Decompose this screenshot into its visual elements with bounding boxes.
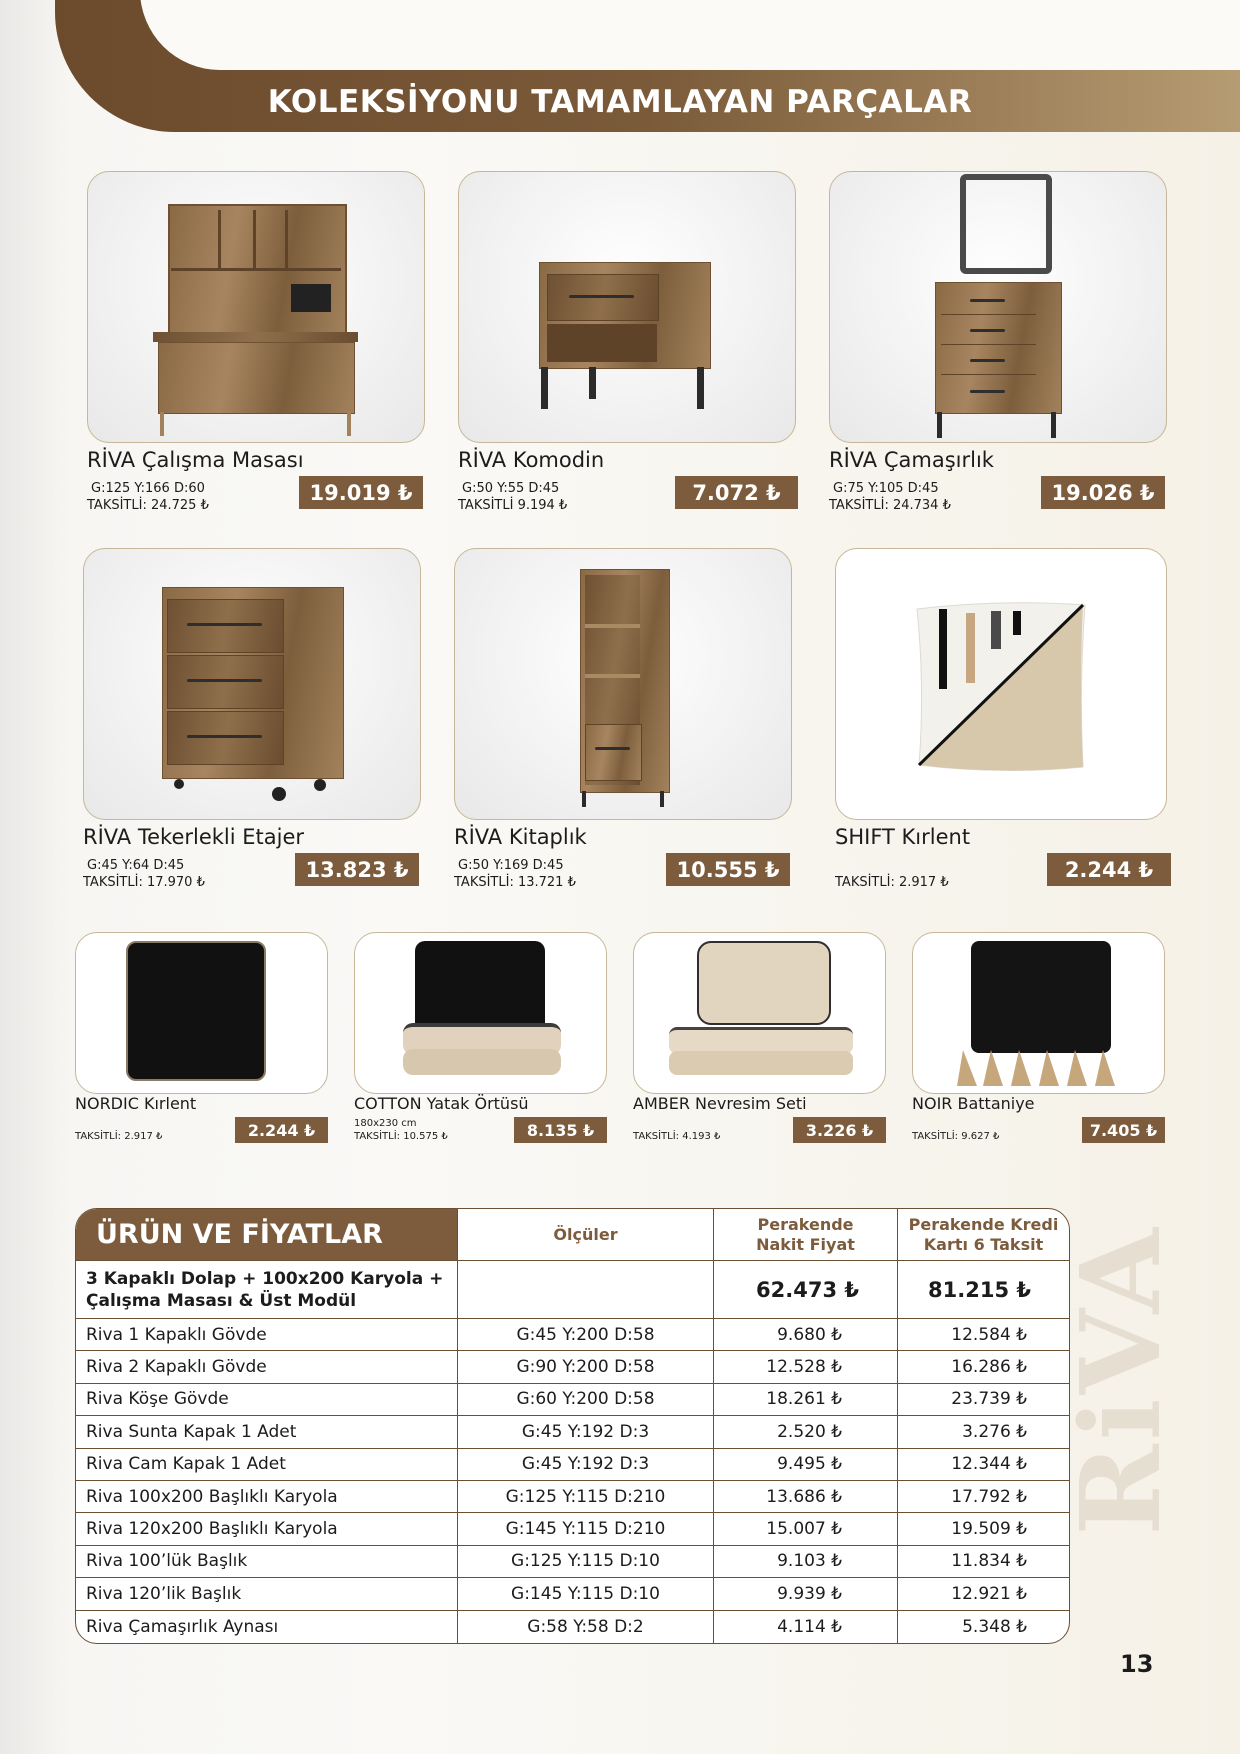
row-dimensions: G:125 Y:115 D:210 bbox=[458, 1481, 714, 1513]
product-installment: TAKSİTLİ: 13.721 ₺ bbox=[454, 875, 576, 890]
row-cash-price: 15.007 ₺ bbox=[714, 1513, 898, 1545]
row-dimensions: G:45 Y:200 D:58 bbox=[458, 1319, 714, 1351]
row-credit-price: 5.348 ₺ bbox=[962, 1616, 1027, 1637]
column-header-size: Ölçüler bbox=[458, 1209, 714, 1261]
product-card[interactable] bbox=[83, 548, 423, 893]
duvet-set-icon bbox=[669, 941, 854, 1086]
product-image bbox=[458, 171, 796, 443]
price-tag: 19.019 ₺ bbox=[299, 476, 423, 509]
row-cash-price: 9.939 ₺ bbox=[714, 1578, 898, 1610]
product-name: COTTON Yatak Örtüsü bbox=[354, 1094, 529, 1113]
product-installment: TAKSİTLİ: 2.917 ₺ bbox=[835, 875, 949, 890]
row-dimensions: G:145 Y:115 D:10 bbox=[458, 1578, 714, 1610]
row-credit-price: 19.509 ₺ bbox=[898, 1513, 1069, 1545]
price-tag: 2.244 ₺ bbox=[235, 1117, 328, 1143]
row-dimensions: G:58 Y:58 D:2 bbox=[458, 1611, 714, 1643]
price-tag: 8.135 ₺ bbox=[514, 1117, 607, 1143]
price-tag: 7.405 ₺ bbox=[1082, 1117, 1165, 1143]
product-image bbox=[83, 548, 421, 820]
row-product-name: Riva 100’lük Başlık bbox=[76, 1546, 458, 1578]
drawer-unit-icon bbox=[162, 587, 347, 812]
product-dimensions: G:50 Y:169 D:45 bbox=[458, 858, 564, 873]
row-credit-price: 23.739 ₺ bbox=[898, 1384, 1069, 1416]
brand-watermark: RiVA bbox=[1055, 1224, 1185, 1536]
column-header-credit: Perakende Kredi Kartı 6 Taksit bbox=[898, 1209, 1069, 1261]
nightstand-icon bbox=[539, 262, 714, 412]
row-cash-price: 9.103 ₺ bbox=[714, 1546, 898, 1578]
row-credit-price: 3.276 ₺ bbox=[898, 1416, 1069, 1448]
row-dimensions: G:45 Y:192 D:3 bbox=[458, 1416, 714, 1448]
price-tag: 7.072 ₺ bbox=[675, 476, 798, 509]
price-tag: 10.555 ₺ bbox=[666, 853, 790, 886]
column-header-cash: Perakende Nakit Fiyat bbox=[714, 1209, 898, 1261]
product-dimensions: G:125 Y:166 D:60 bbox=[91, 481, 205, 496]
product-image bbox=[912, 932, 1165, 1094]
row-dimensions: G:45 Y:192 D:3 bbox=[458, 1449, 714, 1481]
product-installment: TAKSİTLİ: 4.193 ₺ bbox=[633, 1131, 721, 1142]
row-product-name: Riva 100x200 Başlıklı Karyola bbox=[76, 1481, 458, 1513]
row-product-name: Riva Çamaşırlık Aynası bbox=[76, 1611, 458, 1643]
price-tag: 19.026 ₺ bbox=[1041, 476, 1165, 509]
bookcase-icon bbox=[580, 569, 670, 809]
product-card[interactable] bbox=[829, 171, 1165, 516]
product-name: NORDIC Kırlent bbox=[75, 1094, 197, 1113]
bedspread-icon bbox=[403, 941, 563, 1086]
price-table bbox=[75, 1208, 1070, 1644]
product-dimensions: G:50 Y:55 D:45 bbox=[462, 481, 560, 496]
table-title: ÜRÜN VE FİYATLAR bbox=[76, 1209, 458, 1261]
row-cash-price: 9.680 ₺ bbox=[714, 1319, 898, 1351]
row-dimensions: G:125 Y:115 D:10 bbox=[458, 1546, 714, 1578]
row-cash-price: 9.495 ₺ bbox=[714, 1449, 898, 1481]
product-card[interactable] bbox=[87, 171, 423, 516]
cushion-icon bbox=[911, 599, 1091, 774]
product-image bbox=[454, 548, 792, 820]
row-dimensions: G:145 Y:115 D:210 bbox=[458, 1513, 714, 1545]
row-cash-price: 4.114 ₺ bbox=[714, 1611, 898, 1643]
product-installment: TAKSİTLİ: 10.575 ₺ bbox=[354, 1131, 448, 1142]
set-credit-price: 81.215 ₺ bbox=[898, 1261, 1069, 1319]
price-tag: 2.244 ₺ bbox=[1047, 853, 1171, 886]
product-name: SHIFT Kırlent bbox=[835, 825, 971, 849]
black-cushion-icon bbox=[126, 941, 266, 1081]
row-credit-price: 16.286 ₺ bbox=[898, 1351, 1069, 1383]
row-credit-price: 11.834 ₺ bbox=[898, 1546, 1069, 1578]
product-image bbox=[87, 171, 425, 443]
product-installment: TAKSİTLİ: 24.734 ₺ bbox=[829, 498, 951, 513]
price-tag: 13.823 ₺ bbox=[295, 853, 419, 886]
product-installment: TAKSİTLİ: 9.627 ₺ bbox=[912, 1131, 1000, 1142]
row-product-name: Riva 2 Kapaklı Gövde bbox=[76, 1351, 458, 1383]
row-product-name: Riva 120’lik Başlık bbox=[76, 1578, 458, 1610]
product-image bbox=[829, 171, 1167, 443]
row-credit-price: 12.344 ₺ bbox=[898, 1449, 1069, 1481]
header-band-cutout bbox=[140, 0, 1240, 70]
row-product-name: Riva 120x200 Başlıklı Karyola bbox=[76, 1513, 458, 1545]
product-installment: TAKSİTLİ: 24.725 ₺ bbox=[87, 498, 209, 513]
product-image bbox=[354, 932, 607, 1094]
row-cash-price: 13.686 ₺ bbox=[714, 1481, 898, 1513]
product-card[interactable] bbox=[912, 932, 1165, 1147]
page-title: KOLEKSİYONU TAMAMLAYAN PARÇALAR bbox=[267, 84, 973, 120]
product-card[interactable] bbox=[75, 932, 328, 1147]
product-card[interactable] bbox=[354, 932, 607, 1147]
product-dimensions: G:45 Y:64 D:45 bbox=[87, 858, 185, 873]
row-cash-price: 2.520 ₺ bbox=[714, 1416, 898, 1448]
row-credit-price: 12.584 ₺ bbox=[898, 1319, 1069, 1351]
set-size bbox=[458, 1261, 714, 1319]
product-name: RİVA Çalışma Masası bbox=[87, 448, 304, 472]
product-installment: TAKSİTLİ: 2.917 ₺ bbox=[75, 1131, 163, 1142]
product-name: NOIR Battaniye bbox=[912, 1094, 1035, 1113]
blanket-icon bbox=[953, 941, 1128, 1091]
product-installment: TAKSİTLİ 9.194 ₺ bbox=[458, 498, 568, 513]
row-cash-price: 18.261 ₺ bbox=[714, 1384, 898, 1416]
product-name: RİVA Komodin bbox=[458, 448, 605, 472]
product-name: AMBER Nevresim Seti bbox=[633, 1094, 807, 1113]
product-installment: TAKSİTLİ: 17.970 ₺ bbox=[83, 875, 205, 890]
set-name: 3 Kapaklı Dolap + 100x200 Karyola + Çalışma Masası & Üst Modül bbox=[76, 1261, 458, 1319]
product-name: RİVA Kitaplık bbox=[454, 825, 587, 849]
row-product-name: Riva 1 Kapaklı Gövde bbox=[76, 1319, 458, 1351]
product-card[interactable] bbox=[454, 548, 794, 893]
page-number: 13 bbox=[1120, 1650, 1154, 1678]
product-card[interactable] bbox=[458, 171, 798, 516]
product-card[interactable] bbox=[835, 548, 1171, 893]
desk-hutch-icon bbox=[163, 204, 353, 434]
set-cash-price: 62.473 ₺ bbox=[714, 1261, 898, 1319]
price-tag: 3.226 ₺ bbox=[793, 1117, 886, 1143]
row-credit-price: 17.792 ₺ bbox=[898, 1481, 1069, 1513]
row-dimensions: G:60 Y:200 D:58 bbox=[458, 1384, 714, 1416]
row-credit-price: 12.921 ₺ bbox=[898, 1578, 1069, 1610]
product-image bbox=[835, 548, 1167, 820]
row-product-name: Riva Cam Kapak 1 Adet bbox=[76, 1449, 458, 1481]
row-product-name: Riva Sunta Kapak 1 Adet bbox=[76, 1416, 458, 1448]
product-image bbox=[75, 932, 328, 1094]
product-card[interactable] bbox=[633, 932, 886, 1147]
dresser-mirror-icon bbox=[935, 174, 1070, 442]
product-dimensions: G:75 Y:105 D:45 bbox=[833, 481, 939, 496]
row-product-name: Riva Köşe Gövde bbox=[76, 1384, 458, 1416]
product-name: RİVA Tekerlekli Etajer bbox=[83, 825, 305, 849]
product-name: RİVA Çamaşırlık bbox=[829, 448, 994, 472]
product-dimensions: 180x230 cm bbox=[354, 1118, 417, 1129]
product-image bbox=[633, 932, 886, 1094]
row-dimensions: G:90 Y:200 D:58 bbox=[458, 1351, 714, 1383]
row-cash-price: 12.528 ₺ bbox=[714, 1351, 898, 1383]
